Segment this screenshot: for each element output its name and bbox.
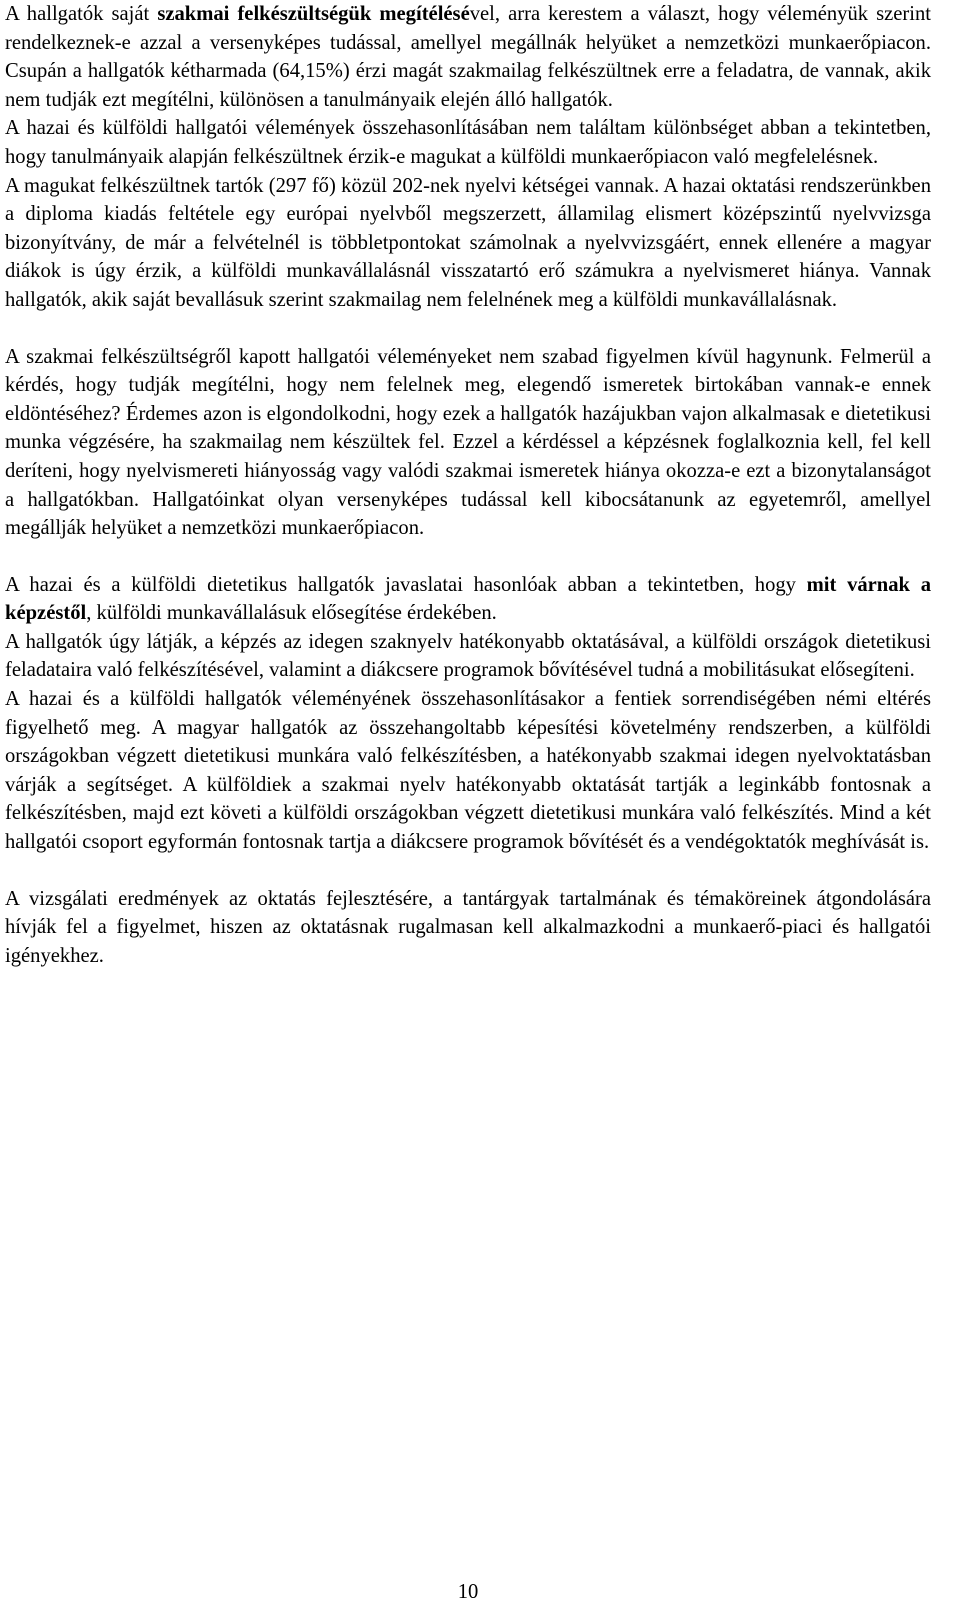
paragraph-conclusion: A vizsgálati eredmények az oktatás fejlesztésére, a tantárgyak tartalmának és témaköreinek átgondolására hívják fel a figyelmet, hiszen az oktatásnak rugalmasan kell alkalmazkodni a munkaerő-piaci és hallgatói igényekhez. [5,887,931,967]
paragraph-professional-preparedness: A szakmai felkészültségről kapott hallgatói véleményeket nem szabad figyelmen kívül hagynunk. Felmerül a kérdés, hogy tudják megítélni, hogy nem felelnek meg, elegendő ismeretek birtokában vannak-e ennek eldöntéséhez? Érdemes azon is elgondolkodni, hogy ezek a hallgatók hazájukban vajon alkalmasak e dietetikusi munka végzésére, ha szakmailag nem készültek fel. Ezzel a kérdéssel a képzésnek foglalkoznia kell, fel kell deríteni, hogy nyelvismereti hiányosság vagy valódi szakmai ismeretek hiánya okozza-e ezt a bizonytalanságot a hallgatókban. Hallgatóinkat olyan versenyképes tudással kell kibocsátanunk az egyetemről, amellyel megállják helyüket a nemzetközi munkaerőpiacon. [5,345,931,540]
paragraph-gap [5,543,931,571]
paragraph-gap [5,315,931,343]
paragraph-student-suggestions [5,571,931,628]
page-number: 10 [457,1581,479,1603]
paragraph-mobility: A hallgatók úgy látják, a képzés az idegen szaknyelv hatékonyabb oktatásával, a külföldi országok dietetikusi feladataira való felkészítésével, valamint a diákcsere programok bővítésével tudná a mobilitásukat elősegíteni. [5,630,931,682]
paragraph-domestic-foreign-comparison: A hazai és külföldi hallgatói vélemények összehasonlításában nem találtam különbséget abban a tekintetben, hogy tanulmányaik alapján felkészültnek érzik-e magukat a külföldi munkaerőpiacon való megfelelésnek. [5,117,931,168]
paragraph-language-doubts: A magukat felkészültnek tartók (297 fő) közül 202-nek nyelvi kétségei vannak. A hazai oktatási rendszerünkben a diploma kiadás feltétele egy európai nyelvből megszerzett, államilag elismert középszintű nyelvvizsga bizonyítvány, de már a felvételnél is többletpontokat számolnak a nyelvvizsgáért, ennek ellenére a magyar diákok is úgy érzik, a külföldi munkavállalásnál visszatartó erő számukra a nyelvismeret hiánya. Vannak hallgatók, akik saját bevallásuk szerint szakmailag nem felelnének meg a külföldi munkavállalásnak. [5,174,931,311]
bold-phrase: mit várnak a képzéstől [5,573,931,625]
paragraph-gap [5,857,931,885]
text-span: vel, arra kerestem a választ, hogy véleményük szerint rendelkeznek-e azzal a versenyképes tudással, amellyel megállnák helyüket a nemzetközi munkaerőpiacon. Csupán a hallgatók kétharmada (64,15%) érzi magát szakmailag felkészültnek erre a feladatra, de vannak, akik nem tudják ezt megítélni, különösen a tanulmányaik elején álló hallgatók. [5,3,931,111]
paragraph-order-differences: A hazai és a külföldi hallgatók véleményének összehasonlításakor a fentiek sorrendiségében némi eltérés figyelhető meg. A magyar hallgatók az összehangoltabb képesítési követelmény rendszerben, a külföldi országokban végzett dietetikusi munkára való felkészítésben, a hatékonyabb szakmai idegen nyelvoktatásban várják a segítséget. A külföldiek a szakmai nyelv hatékonyabb oktatását tartják a leginkább fontosnak a felkészítésben, majd ezt követi a külföldi országokban végzett dietetikusi munkára való felkészítés. Mind a két hallgatói csoport egyformán fontosnak tartja a diákcsere programok bővítését és a vendégoktatók meghívását is. [5,688,931,854]
paragraph-student-self-assessment [5,0,931,114]
document-body [5,0,931,970]
text-span: A hazai és a külföldi dietetikus hallgatók javaslatai hasonlóak abban a tekintetben, hogy [5,573,807,596]
bold-phrase: szakmai felkészültségük megítélésé [157,3,470,25]
text-span: , külföldi munkavállalásuk elősegítése érdekében. [86,602,497,625]
text-span: A hallgatók saját [5,3,158,25]
